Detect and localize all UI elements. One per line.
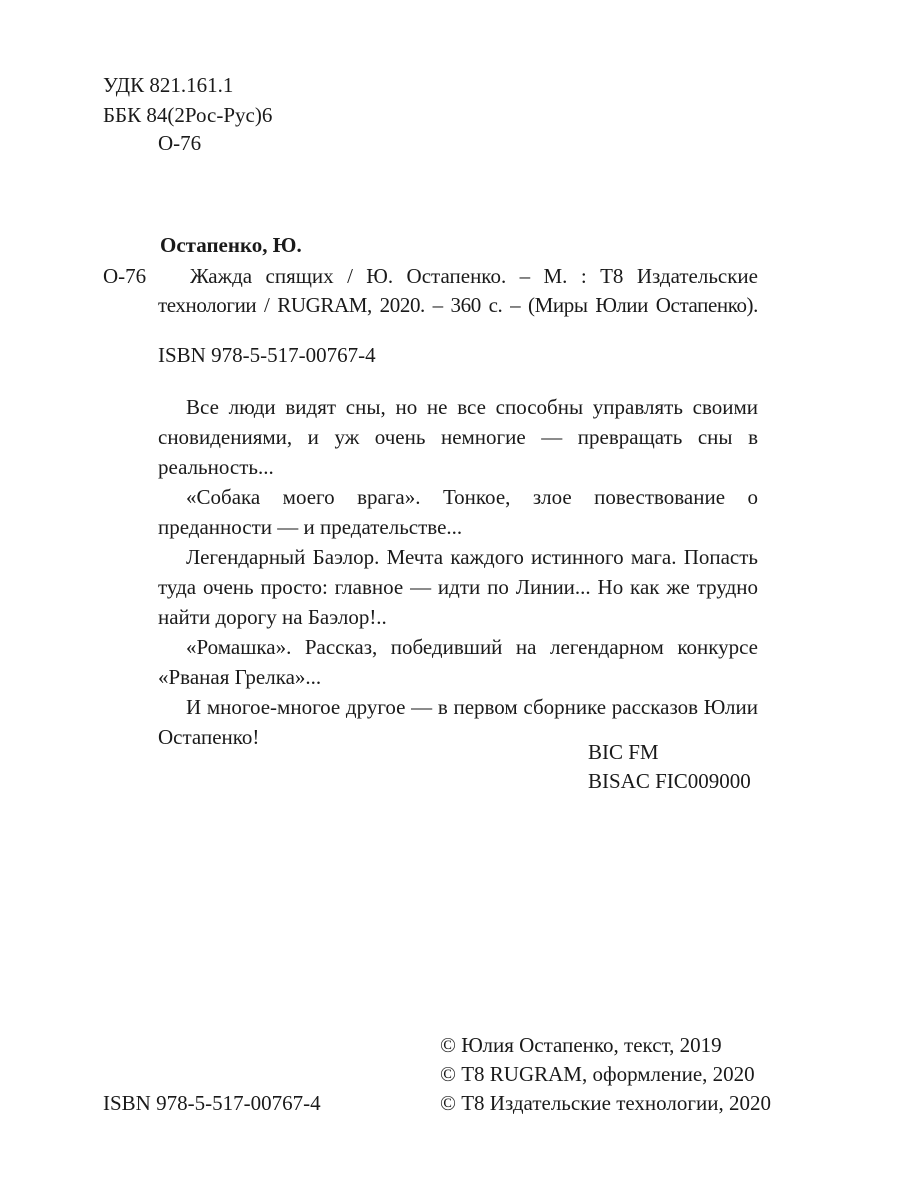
copyright-line: © Т8 RUGRAM, оформление, 2020 bbox=[440, 1062, 755, 1086]
bibliography-line-2: технологии / RUGRAM, 2020. – 360 с. – (Миры Юлии Остапенко). bbox=[158, 293, 758, 317]
udk-code: УДК 821.161.1 bbox=[103, 73, 234, 97]
annotation-paragraph: «Ромашка». Рассказ, победивший на легендарном конкурсе «Рваная Грелка»... bbox=[158, 635, 758, 689]
footer-isbn: ISBN 978-5-517-00767-4 bbox=[103, 1091, 321, 1115]
annotation-paragraph: Легендарный Баэлор. Мечта каждого истинного мага. Попасть туда очень просто: главное — идти по Линии... Но как же трудно найти дорогу на Баэлор!.. bbox=[158, 545, 758, 629]
bibliography-isbn: ISBN 978-5-517-00767-4 bbox=[158, 343, 376, 367]
bisac-code: BISAC FIC009000 bbox=[588, 769, 751, 793]
annotation-paragraph: И многое-многое другое — в первом сборнике рассказов Юлии Остапенко! bbox=[158, 695, 758, 749]
annotation-paragraph: Все люди видят сны, но не все способны управлять своими сновидениями, и уж очень немногие — превращать сны в реальность... bbox=[158, 395, 758, 479]
bbk-code: ББК 84(2Рос-Рус)6 bbox=[103, 103, 273, 127]
copyright-line: © Т8 Издательские технологии, 2020 bbox=[440, 1091, 771, 1115]
annotation bbox=[158, 392, 758, 752]
author-name: Остапенко, Ю. bbox=[160, 233, 302, 257]
author-sign: О-76 bbox=[158, 131, 202, 155]
annotation-paragraph: «Собака моего врага». Тонкое, злое повествование о преданности — и предательстве... bbox=[158, 485, 758, 539]
bic-code: BIC FM bbox=[588, 740, 659, 764]
bibliography-line-1: Жажда спящих / Ю. Остапенко. – М. : Т8 Издательские bbox=[190, 264, 758, 288]
copyright-line: © Юлия Остапенко, текст, 2019 bbox=[440, 1033, 722, 1057]
bibliography-author-sign: О-76 bbox=[103, 264, 147, 288]
